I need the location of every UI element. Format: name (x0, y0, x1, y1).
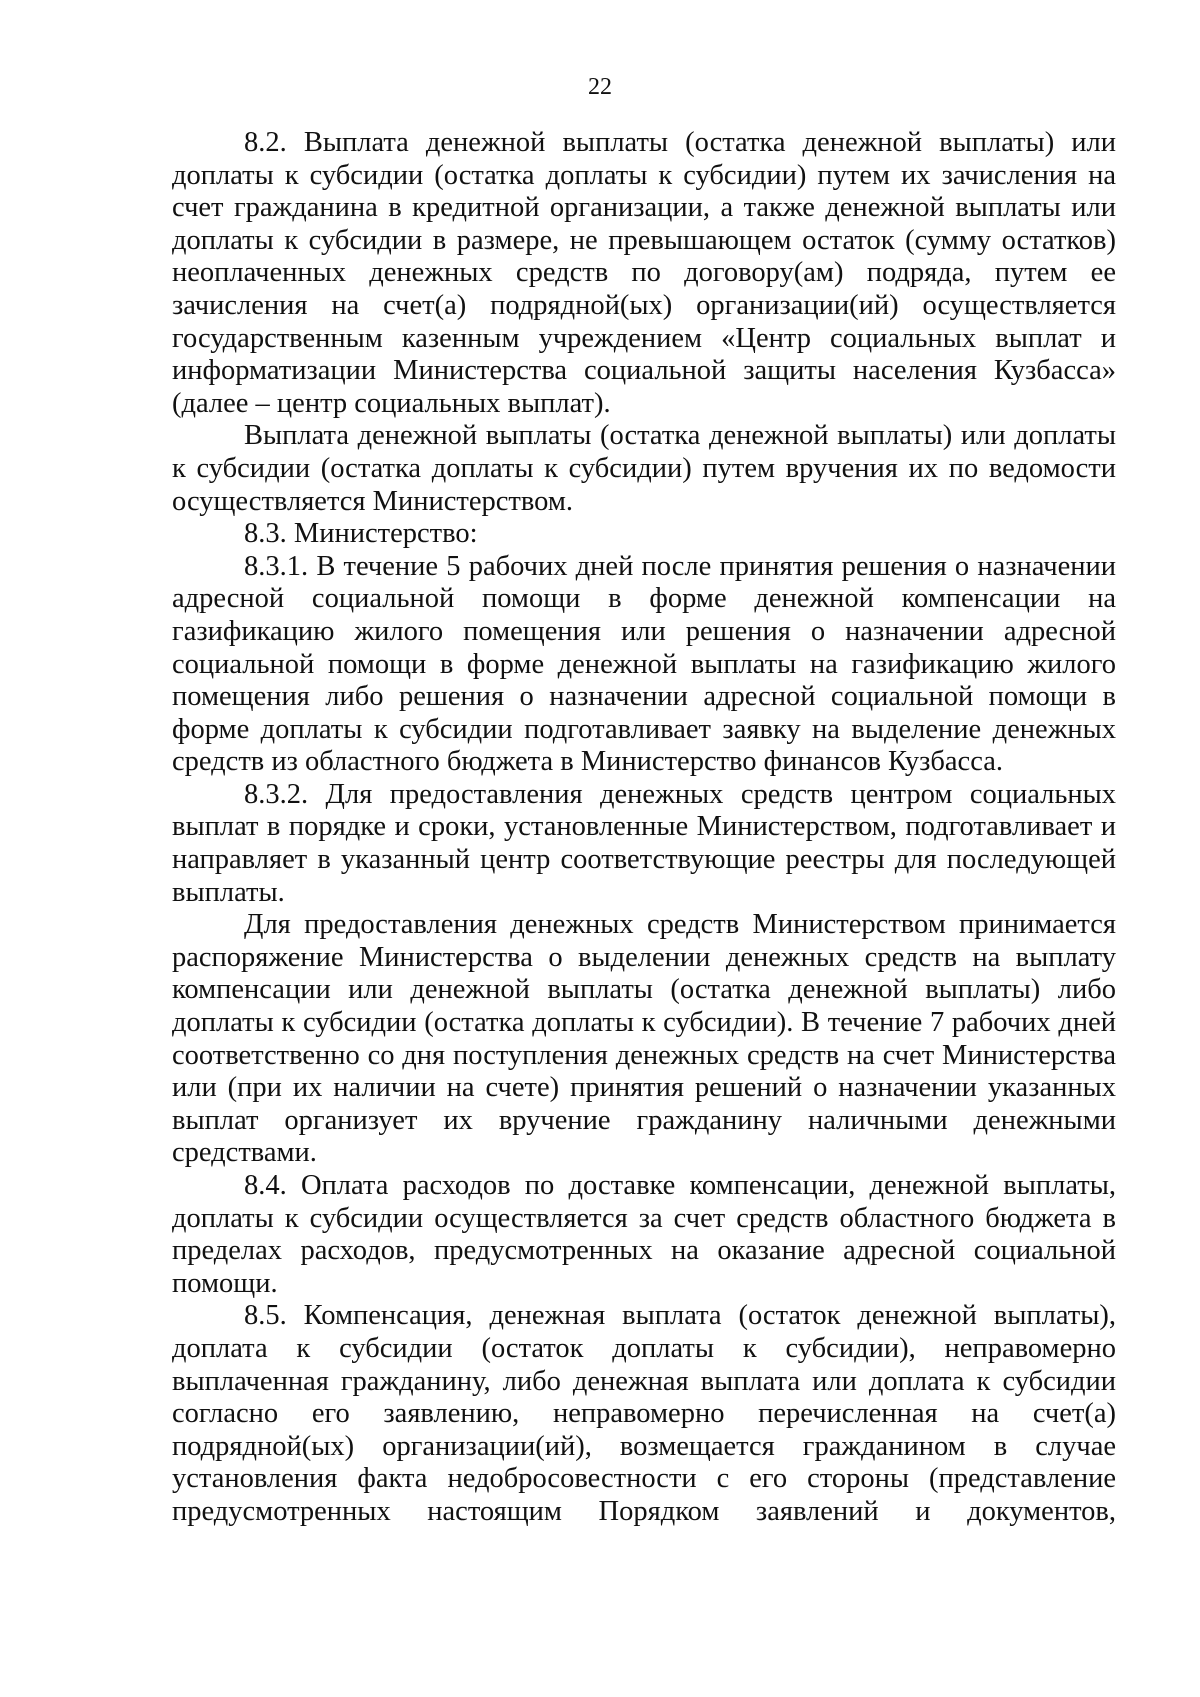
paragraph-8-3-2-continued: Для предоставления денежных средств Министерством принимается распоряжение Министерства о выделении денежных средств на выплату компенсации или денежной выплаты (остатка денежной выплаты) либо доплаты к субсидии (остатка доплаты к субсидии). В течение 7 рабочих дней соответственно со дня поступления денежных средств на счет Министерства или (при их наличии на счете) принятия решений о назначении указанных выплат организует их вручение гражданину наличными денежными средствами. (172, 909, 1116, 1169)
document-body (172, 127, 1116, 1529)
paragraph-8-4: 8.4. Оплата расходов по доставке компенсации, денежной выплаты, доплаты к субсидии осуществляется за счет средств областного бюджета в пределах расходов, предусмотренных на оказание адресной социальной помощи. (172, 1170, 1116, 1299)
paragraph-8-3: 8.3. Министерство: (244, 518, 478, 550)
paragraph-8-3-1: 8.3.1. В течение 5 рабочих дней после принятия решения о назначении адресной социальной помощи в форме денежной компенсации на газификацию жилого помещения или решения о назначении адресной социальной помощи в форме денежной выплаты на газификацию жилого помещения либо решения о назначении адресной социальной помощи в форме доплаты к субсидии подготавливает заявку на выделение денежных средств из областного бюджета в Министерство финансов Кузбасса. (172, 550, 1116, 778)
page-number: 22 (588, 74, 612, 100)
paragraph-8-2: 8.2. Выплата денежной выплаты (остатка денежной выплаты) или доплаты к субсидии (остатка доплаты к субсидии) путем их зачисления на счет гражданина в кредитной организации, а также денежной выплаты или доплаты к субсидии в размере, не превышающем остаток (сумму остатков) неоплаченных денежных средств по договору(ам) подряда, путем ее зачисления на счет(а) подрядной(ых) организации(ий) осуществляется государственным казенным учреждением «Центр социальных выплат и информатизации Министерства социальной защиты населения Кузбасса» (далее – центр социальных выплат). (172, 127, 1116, 419)
paragraph-8-3-2: 8.3.2. Для предоставления денежных средств центром социальных выплат в порядке и сроки, установленные Министерством, подготавливает и направляет в указанный центр соответствующие реестры для последующей выплаты. (172, 778, 1116, 908)
paragraph-8-5: 8.5. Компенсация, денежная выплата (остаток денежной выплаты), доплата к субсидии (остаток доплаты к субсидии), неправомерно выплаченная гражданину, либо денежная выплата или доплата к субсидии согласно его заявлению, неправомерно перечисленная на счет(а) подрядной(ых) организации(ий), возмещается гражданином в случае установления факта недобросовестности с его стороны (представление предусмотренных настоящим Порядком заявлений и документов, (172, 1300, 1116, 1527)
paragraph-8-2-continued: Выплата денежной выплаты (остатка денежной выплаты) или доплаты к субсидии (остатка доплаты к субсидии) путем вручения их по ведомости осуществляется Министерством. (172, 420, 1116, 517)
